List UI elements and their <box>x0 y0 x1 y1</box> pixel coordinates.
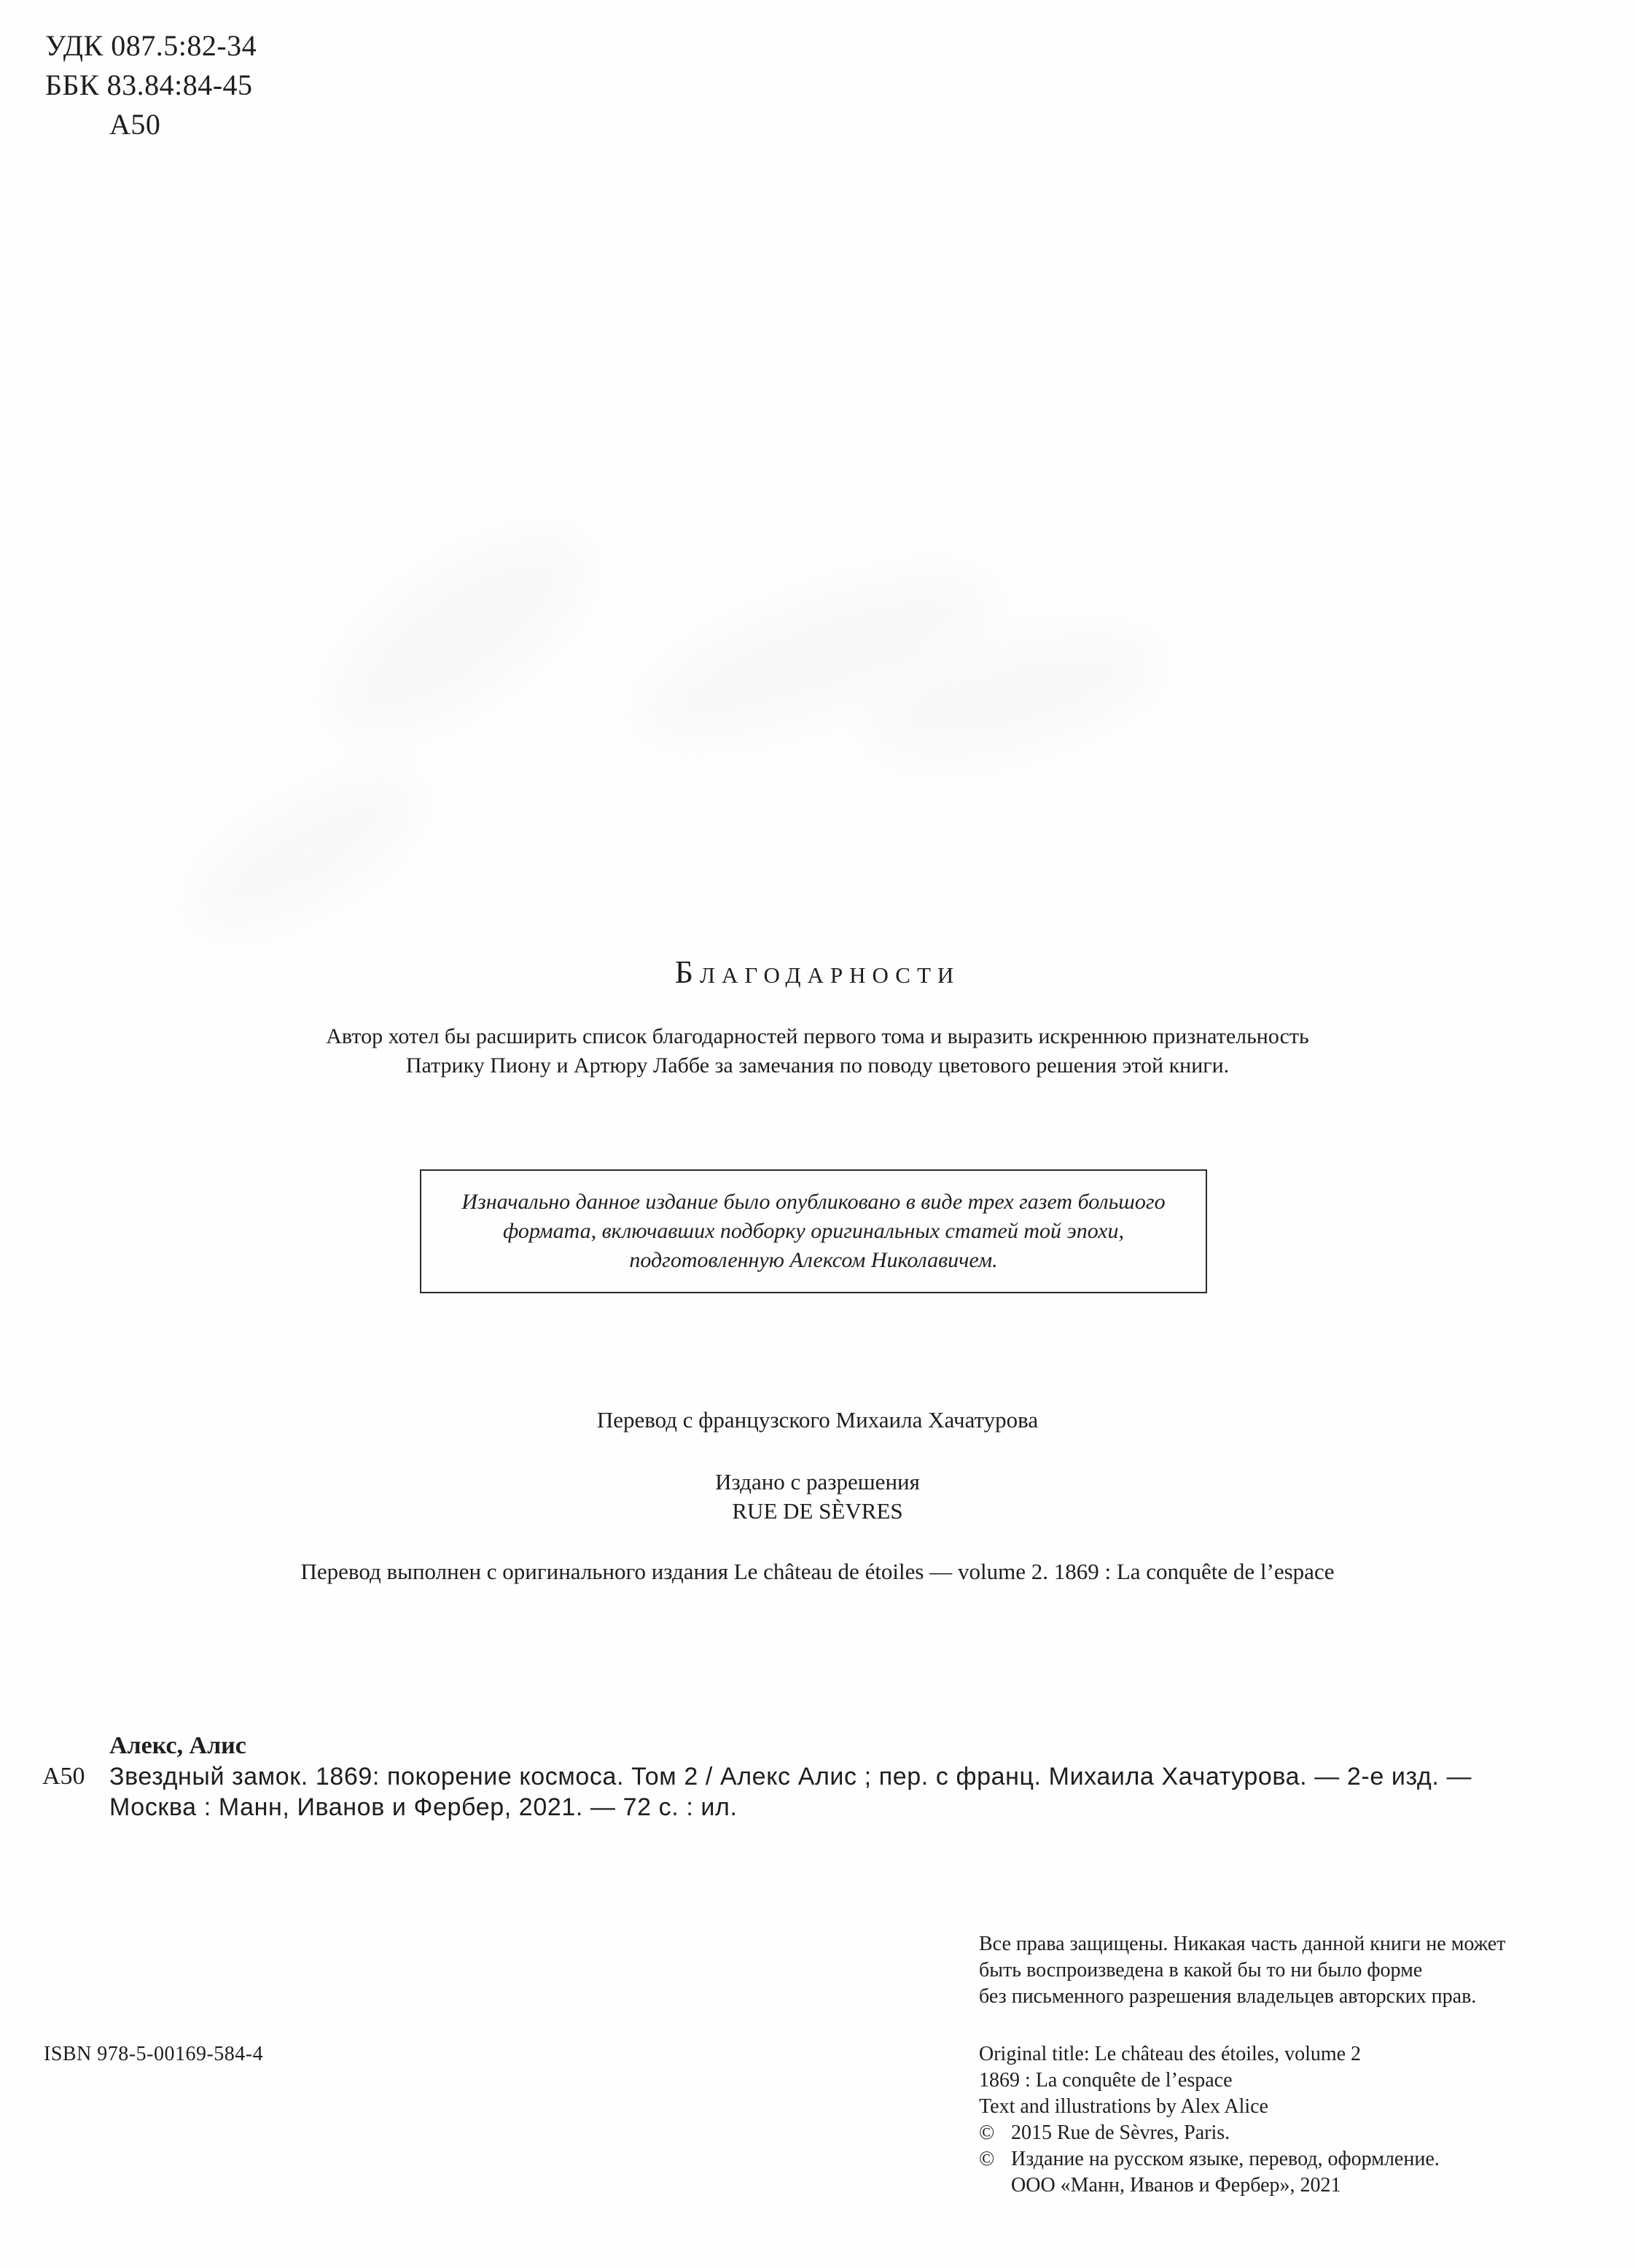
classification-codes <box>45 26 257 144</box>
biblio-code: А50 <box>42 1763 85 1790</box>
biblio-line: Звездный замок. 1869: покорение космоса. Том 2 / Алекс Алис ; пер. с франц. Михаила Хачатурова. — 2-е изд. — <box>109 1763 1472 1790</box>
bibliographic-record <box>42 1731 1602 1823</box>
udk-code: УДК 087.5:82-34 <box>45 29 257 62</box>
acknowledgements-line: Автор хотел бы расширить список благодарностей первого тома и выразить искреннюю признательность <box>326 1024 1309 1048</box>
copyright-row <box>979 2172 1606 2199</box>
acknowledgements-text <box>146 1022 1489 1080</box>
acknowledgements-line: Патрику Пиону и Артюру Лаббе за замечания по поводу цветового решения этой книги. <box>405 1053 1230 1078</box>
original-info <box>979 2041 1606 2199</box>
bbk-code: ББК 83.84:84-45 <box>45 69 253 101</box>
copyright-text: ООО «Манн, Иванов и Фербер», 2021 <box>1011 2174 1341 2197</box>
translator-credit: Перевод с французского Михаила Хачатурова <box>596 1407 1039 1433</box>
biblio-line: Москва : Манн, Иванов и Фербер, 2021. — 72 с. : ил. <box>109 1793 738 1821</box>
original-edition-note: Перевод выполнен с оригинального издания Le château de étoiles — volume 2. 1869 : La conquête de l’espace <box>300 1559 1335 1584</box>
biblio-entry <box>109 1761 1602 1823</box>
publisher-name: RUE DE SÈVRES <box>732 1498 903 1524</box>
rights-line: быть воспроизведена в какой бы то ни было форме <box>979 1959 1423 1981</box>
rights-notice <box>979 1931 1606 2010</box>
biblio-author: Алекс, Алис <box>109 1732 246 1759</box>
copyright-icon: © <box>979 2121 995 2144</box>
original-title: Original title: Le château des étoiles, volume 2 <box>979 2043 1362 2065</box>
watermark-shape <box>167 743 445 962</box>
permission-line: Издано с разрешения <box>715 1469 920 1495</box>
copyright-row <box>979 2146 1606 2172</box>
publication-note <box>434 1188 1193 1275</box>
note-line: подготовленную Алексом Николавичем. <box>629 1248 998 1272</box>
copyright-text: 2015 Rue de Sèvres, Paris. <box>1011 2121 1230 2144</box>
biblio-row <box>42 1761 1602 1823</box>
publication-note-box <box>420 1169 1207 1293</box>
rights-line: Все права защищены. Никакая часть данной книги не может <box>979 1933 1506 1955</box>
copyright-spacer <box>979 2172 1011 2199</box>
isbn: ISBN 978-5-00169-584-4 <box>44 2043 264 2065</box>
original-subtitle: 1869 : La conquête de l’espace <box>979 2069 1233 2092</box>
original-credits: Text and illustrations by Alex Alice <box>979 2095 1268 2118</box>
note-line: Изначально данное издание было опубликовано в виде трех газет большого <box>461 1190 1166 1214</box>
acknowledgements-title: Благодарности <box>674 954 961 990</box>
note-line: формата, включавших подборку оригинальных статей той эпохи, <box>503 1219 1124 1243</box>
copyright-text: Издание на русском языке, перевод, оформление. <box>1011 2148 1440 2170</box>
author-mark: А50 <box>109 108 161 141</box>
copyright-icon: © <box>979 2148 995 2170</box>
copyright-row <box>979 2120 1606 2146</box>
rights-line: без письменного разрешения владельцев авторских прав. <box>979 1985 1477 2008</box>
watermark-shape <box>296 493 622 776</box>
